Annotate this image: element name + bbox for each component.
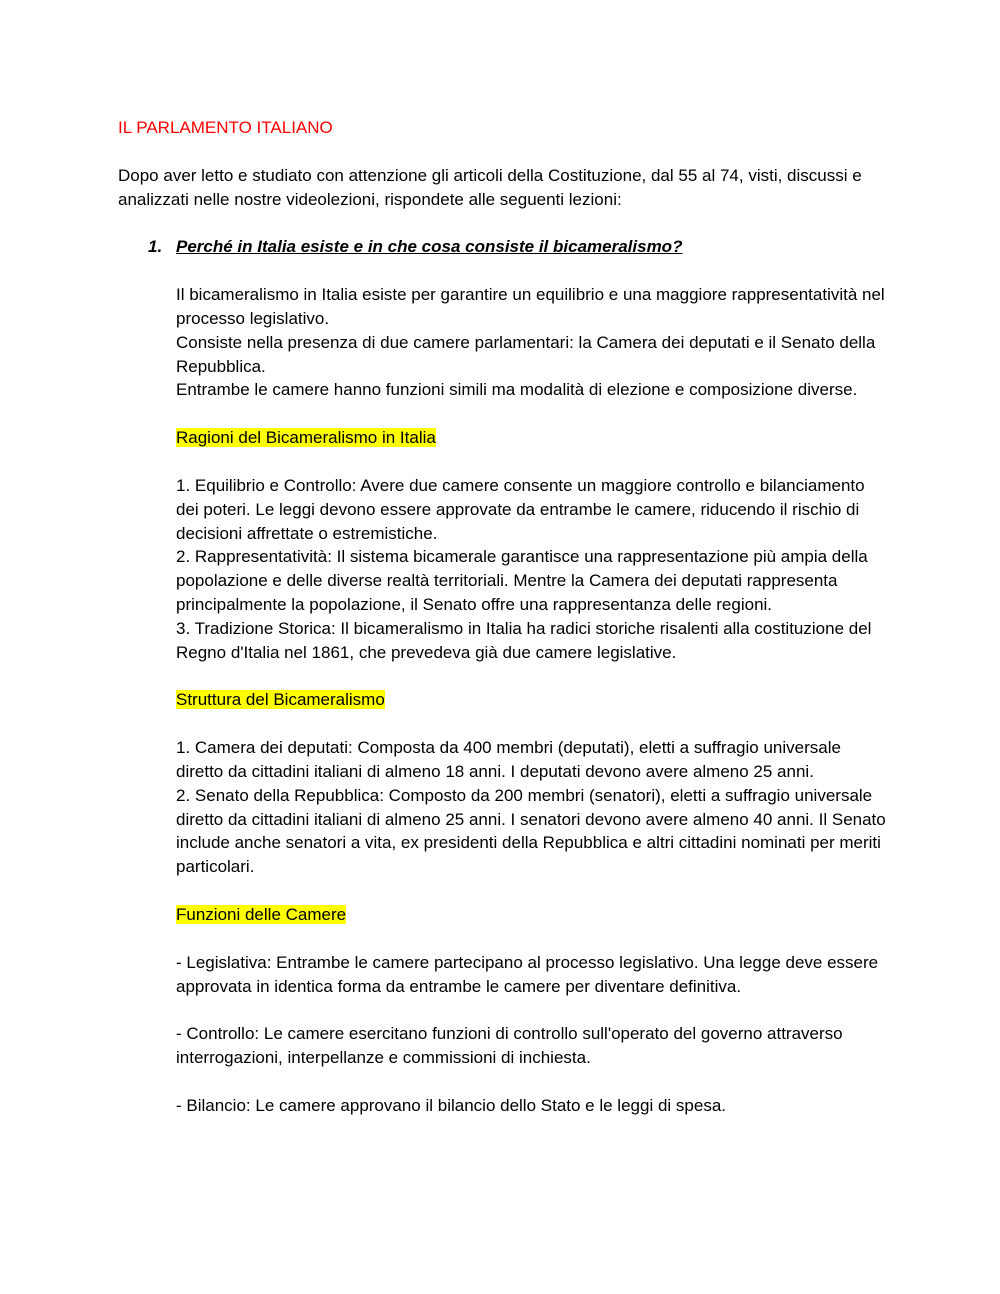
intro-paragraph: Dopo aver letto e studiato con attenzione gli articoli della Costituzione, dal 55 al 74, visti, discussi e analizzati nelle nostre videolezioni, rispondete alle seguenti lezioni: xyxy=(118,165,862,209)
section-struttura-list xyxy=(176,736,888,879)
list-item: 1. Camera dei deputati: Composta da 400 membri (deputati), eletti a suffragio universale diretto da cittadini italiani di almeno 18 anni. I deputati devono avere almeno 25 anni. xyxy=(176,738,841,781)
answer-block xyxy=(118,283,888,1118)
answer-intro xyxy=(176,283,888,402)
section-ragioni-list xyxy=(176,474,888,664)
highlighted-heading: Ragioni del Bicameralismo in Italia xyxy=(176,428,436,448)
list-item: 3. Tradizione Storica: Il bicameralismo in Italia ha radici storiche risalenti alla costituzione del Regno d'Italia nel 1861, che prevedeva già due camere legislative. xyxy=(176,618,872,662)
list-item: 1. Equilibrio e Controllo: Avere due camere consente un maggiore controllo e bilanciamento dei poteri. Le leggi devono essere approvate da entrambe le camere, riducendo il rischio di decisioni affrettate o estremistiche. xyxy=(176,475,865,543)
highlighted-heading: Funzioni delle Camere xyxy=(176,904,347,924)
list-item: - Legislativa: Entrambe le camere partecipano al processo legislativo. Una legge deve essere approvata in identica forma da entrambe le camere per diventare definitiva. xyxy=(176,952,879,996)
document-page xyxy=(118,116,888,1142)
highlighted-heading: Struttura del Bicameralismo xyxy=(176,690,385,710)
section-heading-struttura xyxy=(176,688,888,712)
answer-intro-line: Entrambe le camere hanno funzioni simili ma modalità di elezione e composizione diverse. xyxy=(176,380,858,400)
answer-intro-line: Consiste nella presenza di due camere parlamentari: la Camera dei deputati e il Senato della Repubblica. xyxy=(176,332,876,376)
list-item: 2. Senato della Repubblica: Composto da 200 membri (senatori), eletti a suffragio universale diretto da cittadini italiani di almeno 25 anni. I senatori devono avere almeno 40 anni. Il Senato include anche senatori a vita, ex presidenti della Repubblica e altri cittadini nominati per meriti particolari. xyxy=(176,785,886,877)
list-item: - Bilancio: Le camere approvano il bilancio dello Stato e le leggi di spesa. xyxy=(176,1095,726,1115)
question-number: 1. xyxy=(148,237,163,257)
list-item: - Controllo: Le camere esercitano funzioni di controllo sull'operato del governo attraverso interrogazioni, interpellanze e commissioni di inchiesta. xyxy=(176,1024,843,1068)
question-text: Perché in Italia esiste e in che cosa consiste il bicameralismo? xyxy=(176,237,683,257)
list-item: 2. Rappresentatività: Il sistema bicamerale garantisce una rappresentazione più ampia della popolazione e delle diverse realtà territoriali. Mentre la Camera dei deputati rappresenta principalmente la popolazione, il Senato offre una rappresentanza delle regioni. xyxy=(176,547,868,614)
document-title: IL PARLAMENTO ITALIANO xyxy=(118,118,333,137)
answer-intro-line: Il bicameralismo in Italia esiste per garantire un equilibrio e una maggiore rappresentatività nel processo legislativo. xyxy=(176,285,885,328)
section-heading-ragioni xyxy=(176,426,888,450)
section-heading-funzioni xyxy=(176,903,888,927)
question-1 xyxy=(118,235,888,259)
